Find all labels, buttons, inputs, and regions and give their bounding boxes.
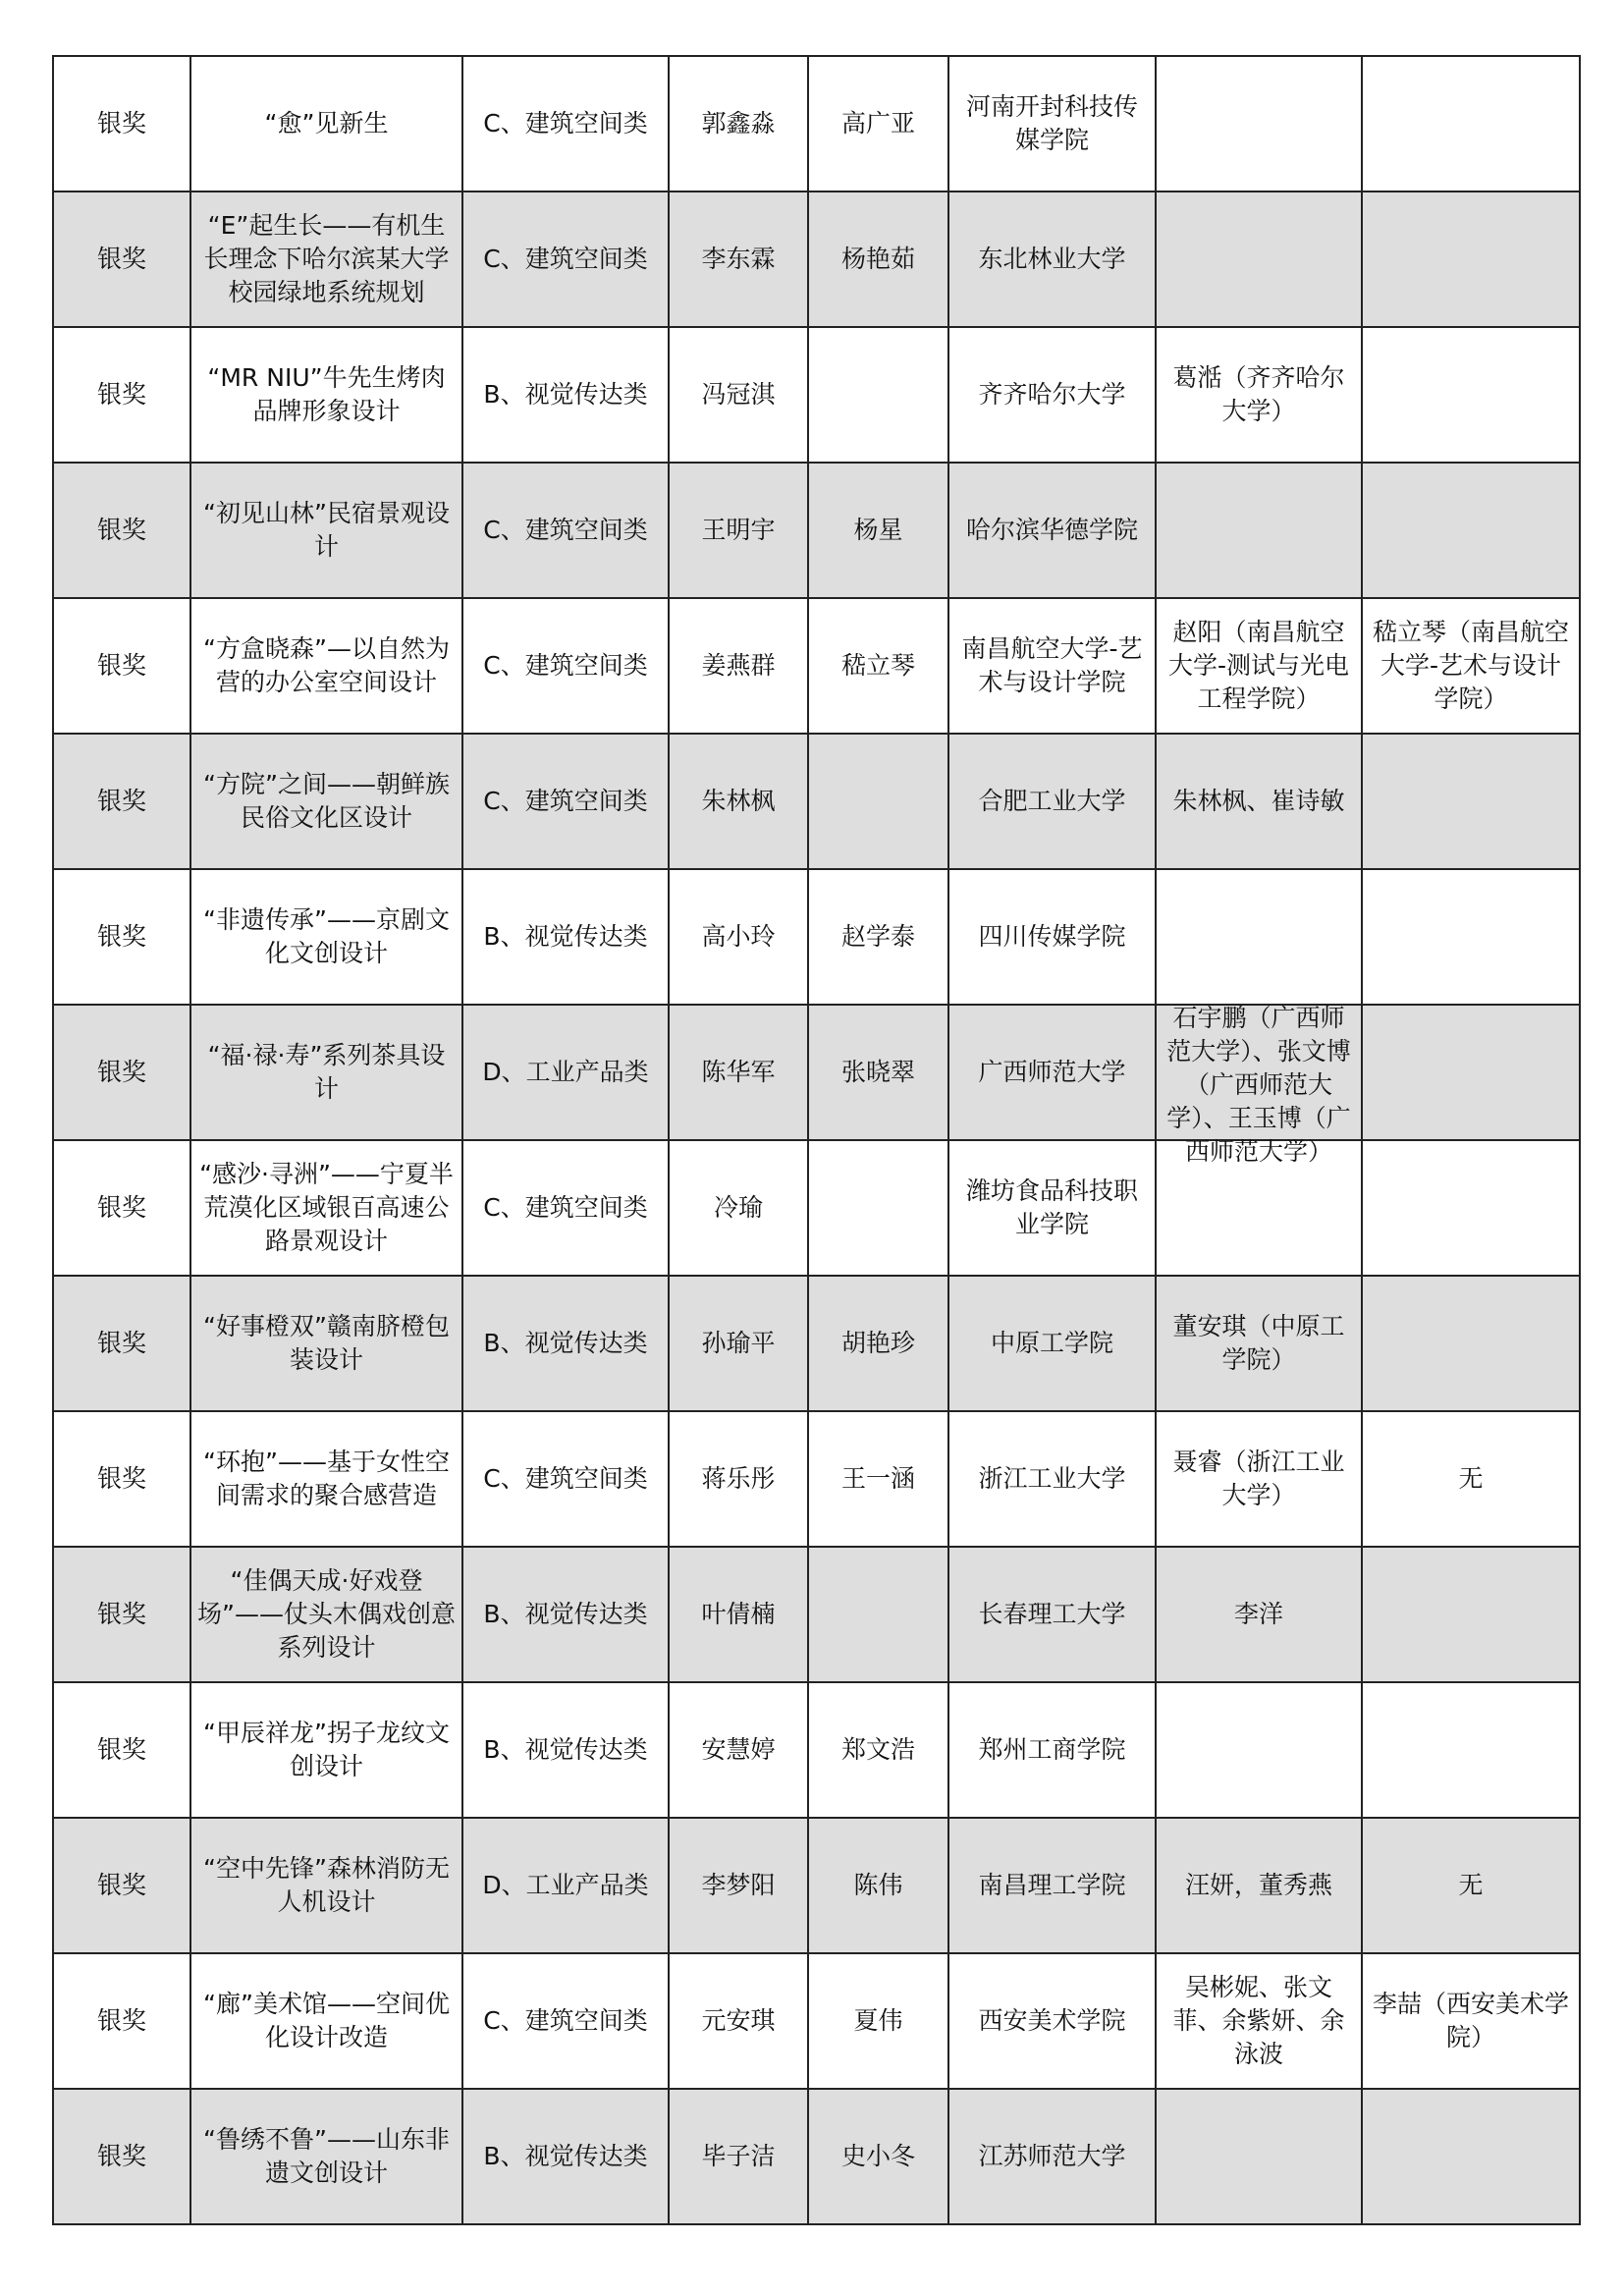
category-cell-text: C、建筑空间类 — [483, 109, 648, 137]
school-cell — [948, 327, 1156, 463]
school-cell-text: 东北林业大学 — [978, 245, 1126, 273]
school-cell-text: 中原工学院 — [990, 1329, 1113, 1357]
table-row — [53, 1547, 1580, 1682]
school-cell — [948, 1140, 1156, 1276]
co-author-cell — [808, 56, 948, 191]
co-author-cell — [808, 1682, 948, 1818]
category-cell — [462, 734, 669, 869]
school-cell — [948, 598, 1156, 734]
co-author-cell — [808, 1818, 948, 1953]
co-author-cell-text: 杨艳茹 — [840, 245, 915, 273]
school-cell — [948, 191, 1156, 327]
school-cell — [948, 463, 1156, 598]
advisor-cell — [1156, 463, 1362, 598]
school-cell — [948, 869, 1156, 1005]
second-advisor-cell — [1362, 598, 1580, 734]
award-cell-text: 银奖 — [96, 1464, 146, 1493]
author-cell — [669, 1140, 808, 1276]
co-author-cell-text: 嵇立琴 — [840, 651, 915, 680]
co-author-cell-text: 高广亚 — [840, 109, 915, 137]
author-cell-text: 安慧婷 — [701, 1735, 776, 1764]
award-cell-text: 银奖 — [96, 2006, 146, 2035]
award-cell-text: 银奖 — [96, 1871, 146, 1899]
title-cell-text: “鲁绣不鲁”——山东非遗文创设计 — [203, 2125, 450, 2187]
advisor-cell-text: 李洋 — [1233, 1600, 1283, 1628]
school-cell-text: 潍坊食品科技职业学院 — [965, 1176, 1138, 1238]
title-cell — [190, 191, 462, 327]
award-cell-text: 银奖 — [96, 1058, 146, 1086]
category-cell-text: C、建筑空间类 — [483, 1464, 648, 1493]
title-cell — [190, 869, 462, 1005]
author-cell-text: 元安琪 — [701, 2006, 776, 2035]
author-cell — [669, 1818, 808, 1953]
title-cell-text: “方盒晓森”—以自然为营的办公室空间设计 — [203, 634, 450, 696]
award-cell — [53, 869, 190, 1005]
award-cell — [53, 1953, 190, 2089]
title-cell — [190, 1547, 462, 1682]
category-cell — [462, 598, 669, 734]
award-cell-text: 银奖 — [96, 380, 146, 409]
advisor-cell-text: 吴彬妮、张文菲、余紫妍、余泳波 — [1172, 1973, 1345, 2068]
category-cell — [462, 1276, 669, 1411]
co-author-cell — [808, 191, 948, 327]
category-cell — [462, 1682, 669, 1818]
category-cell — [462, 327, 669, 463]
author-cell-text: 毕子洁 — [701, 2142, 776, 2170]
awards-table — [52, 55, 1581, 2225]
category-cell-text: B、视觉传达类 — [483, 922, 648, 951]
category-cell — [462, 869, 669, 1005]
advisor-cell — [1156, 1682, 1362, 1818]
second-advisor-cell — [1362, 1276, 1580, 1411]
author-cell-text: 李东霖 — [701, 245, 776, 273]
category-cell — [462, 56, 669, 191]
category-cell — [462, 1005, 669, 1140]
table-row — [53, 1682, 1580, 1818]
school-cell — [948, 1411, 1156, 1547]
title-cell — [190, 463, 462, 598]
school-cell-text: 西安美术学院 — [978, 2006, 1126, 2035]
author-cell — [669, 191, 808, 327]
co-author-cell-text: 王一涵 — [840, 1464, 915, 1493]
advisor-cell-text: 聂睿（浙江工业大学） — [1172, 1448, 1345, 1509]
author-cell-text: 郭鑫淼 — [701, 109, 776, 137]
author-cell-text: 王明宇 — [701, 516, 776, 544]
co-author-cell-text: 张晓翠 — [840, 1058, 915, 1086]
co-author-cell-text: 史小冬 — [840, 2142, 915, 2170]
category-cell-text: C、建筑空间类 — [483, 787, 648, 815]
advisor-cell-text: 董安琪（中原工学院） — [1172, 1312, 1345, 1374]
title-cell — [190, 1276, 462, 1411]
school-cell-text: 南昌航空大学-艺术与设计学院 — [961, 634, 1143, 696]
title-cell — [190, 1005, 462, 1140]
award-cell — [53, 1547, 190, 1682]
table-row — [53, 327, 1580, 463]
second-advisor-cell-text: 李喆（西安美术学院） — [1372, 1990, 1569, 2051]
table-row — [53, 463, 1580, 598]
category-cell-text: C、建筑空间类 — [483, 1193, 648, 1222]
author-cell — [669, 1547, 808, 1682]
second-advisor-cell — [1362, 191, 1580, 327]
table-row — [53, 1818, 1580, 1953]
author-cell-text: 陈华军 — [701, 1058, 776, 1086]
award-cell-text: 银奖 — [96, 922, 146, 951]
second-advisor-cell-text: 无 — [1458, 1464, 1484, 1493]
school-cell — [948, 1953, 1156, 2089]
author-cell — [669, 1953, 808, 2089]
title-cell — [190, 734, 462, 869]
category-cell — [462, 1411, 669, 1547]
category-cell-text: B、视觉传达类 — [483, 2142, 648, 2170]
co-author-cell-text: 陈伟 — [853, 1871, 903, 1899]
category-cell — [462, 191, 669, 327]
award-cell-text: 银奖 — [96, 1600, 146, 1628]
title-cell — [190, 1682, 462, 1818]
table-row — [53, 1411, 1580, 1547]
category-cell-text: B、视觉传达类 — [483, 380, 648, 409]
second-advisor-cell — [1362, 56, 1580, 191]
author-cell — [669, 56, 808, 191]
second-advisor-cell — [1362, 1411, 1580, 1547]
advisor-cell — [1156, 869, 1362, 1005]
title-cell-text: “空中先锋”森林消防无人机设计 — [203, 1854, 450, 1916]
advisor-cell — [1156, 2089, 1362, 2224]
title-cell-text: “MR NIU”牛先生烤肉品牌形象设计 — [207, 363, 446, 425]
category-cell-text: B、视觉传达类 — [483, 1329, 648, 1357]
category-cell-text: C、建筑空间类 — [483, 2006, 648, 2035]
school-cell — [948, 1547, 1156, 1682]
award-cell — [53, 1005, 190, 1140]
title-cell — [190, 598, 462, 734]
co-author-cell-text: 夏伟 — [853, 2006, 903, 2035]
advisor-cell — [1156, 1818, 1362, 1953]
award-cell-text: 银奖 — [96, 1735, 146, 1764]
title-cell-text: “廊”美术馆——空间优化设计改造 — [203, 1990, 450, 2051]
title-cell-text: “方院”之间——朝鲜族民俗文化区设计 — [203, 770, 450, 832]
author-cell-text: 高小玲 — [701, 922, 776, 951]
school-cell — [948, 1682, 1156, 1818]
category-cell-text: C、建筑空间类 — [483, 516, 648, 544]
second-advisor-cell — [1362, 1547, 1580, 1682]
second-advisor-cell-text: 嵇立琴（南昌航空大学-艺术与设计学院） — [1372, 618, 1569, 713]
author-cell-text: 朱林枫 — [701, 787, 776, 815]
second-advisor-cell — [1362, 2089, 1580, 2224]
advisor-cell-text: 赵阳（南昌航空大学-测试与光电工程学院） — [1167, 618, 1350, 713]
school-cell-text: 浙江工业大学 — [978, 1464, 1126, 1493]
advisor-cell — [1156, 56, 1362, 191]
award-cell-text: 银奖 — [96, 1329, 146, 1357]
title-cell — [190, 1953, 462, 2089]
school-cell-text: 河南开封科技传媒学院 — [965, 92, 1138, 154]
advisor-cell-text: 石宇鹏（广西师范大学）、张文博（广西师范大学）、王玉博（广西师范大学） — [1166, 1004, 1351, 1166]
second-advisor-cell — [1362, 1682, 1580, 1818]
table-row — [53, 869, 1580, 1005]
author-cell — [669, 1005, 808, 1140]
title-cell — [190, 56, 462, 191]
school-cell-text: 江苏师范大学 — [978, 2142, 1126, 2170]
second-advisor-cell — [1362, 1818, 1580, 1953]
title-cell-text: “福·禄·寿”系列茶具设计 — [207, 1041, 446, 1103]
category-cell-text: D、工业产品类 — [482, 1058, 649, 1086]
co-author-cell — [808, 1547, 948, 1682]
award-cell — [53, 1682, 190, 1818]
advisor-cell — [1156, 734, 1362, 869]
author-cell-text: 冯冠淇 — [701, 380, 776, 409]
author-cell — [669, 463, 808, 598]
author-cell-text: 叶倩楠 — [701, 1600, 776, 1628]
advisor-cell — [1156, 1547, 1362, 1682]
title-cell — [190, 327, 462, 463]
author-cell-text: 蒋乐彤 — [701, 1464, 776, 1493]
co-author-cell — [808, 734, 948, 869]
school-cell-text: 广西师范大学 — [978, 1058, 1126, 1086]
table-row — [53, 1953, 1580, 2089]
table-row — [53, 2089, 1580, 2224]
award-cell — [53, 191, 190, 327]
award-cell-text: 银奖 — [96, 787, 146, 815]
school-cell-text: 合肥工业大学 — [978, 787, 1126, 815]
award-cell-text: 银奖 — [96, 109, 146, 137]
advisor-cell-text: 朱林枫、崔诗敏 — [1172, 787, 1345, 815]
school-cell-text: 长春理工大学 — [978, 1600, 1126, 1628]
title-cell-text: “甲辰祥龙”拐子龙纹文创设计 — [203, 1719, 450, 1780]
school-cell-text: 郑州工商学院 — [978, 1735, 1126, 1764]
author-cell-text: 孙瑜平 — [701, 1329, 776, 1357]
table-row — [53, 598, 1580, 734]
title-cell-text: “感沙·寻洲”——宁夏半荒漠化区域银百高速公路景观设计 — [199, 1160, 454, 1255]
second-advisor-cell — [1362, 1140, 1580, 1276]
co-author-cell — [808, 1140, 948, 1276]
category-cell-text: C、建筑空间类 — [483, 651, 648, 680]
author-cell — [669, 1411, 808, 1547]
title-cell — [190, 1140, 462, 1276]
table-row — [53, 1005, 1580, 1140]
category-cell — [462, 1818, 669, 1953]
table-row — [53, 1140, 1580, 1276]
title-cell-text: “非遗传承”——京剧文化文创设计 — [203, 905, 450, 967]
co-author-cell — [808, 1411, 948, 1547]
school-cell — [948, 1005, 1156, 1140]
advisor-cell-text: 葛湉（齐齐哈尔大学） — [1172, 363, 1345, 425]
award-cell — [53, 56, 190, 191]
author-cell — [669, 2089, 808, 2224]
category-cell-text: B、视觉传达类 — [483, 1735, 648, 1764]
second-advisor-cell-text: 无 — [1458, 1871, 1484, 1899]
award-cell — [53, 734, 190, 869]
advisor-cell — [1156, 598, 1362, 734]
co-author-cell — [808, 2089, 948, 2224]
category-cell — [462, 1953, 669, 2089]
title-cell-text: “愈”见新生 — [264, 109, 389, 137]
award-cell — [53, 598, 190, 734]
table-row — [53, 734, 1580, 869]
school-cell-text: 齐齐哈尔大学 — [978, 380, 1126, 409]
co-author-cell — [808, 1005, 948, 1140]
school-cell-text: 四川传媒学院 — [978, 922, 1126, 951]
second-advisor-cell — [1362, 463, 1580, 598]
advisor-cell — [1156, 191, 1362, 327]
second-advisor-cell — [1362, 734, 1580, 869]
co-author-cell — [808, 869, 948, 1005]
co-author-cell-text: 杨星 — [853, 516, 903, 544]
co-author-cell — [808, 1953, 948, 2089]
category-cell-text: C、建筑空间类 — [483, 245, 648, 273]
author-cell — [669, 598, 808, 734]
school-cell — [948, 734, 1156, 869]
advisor-cell-text: 汪妍，董秀燕 — [1184, 1871, 1332, 1899]
award-cell — [53, 463, 190, 598]
title-cell-text: “环抱”——基于女性空间需求的聚合感营造 — [203, 1448, 450, 1509]
author-cell-text: 姜燕群 — [701, 651, 776, 680]
co-author-cell — [808, 463, 948, 598]
co-author-cell — [808, 598, 948, 734]
title-cell — [190, 1818, 462, 1953]
table-row — [53, 56, 1580, 191]
second-advisor-cell — [1362, 1953, 1580, 2089]
award-cell — [53, 327, 190, 463]
title-cell — [190, 2089, 462, 2224]
second-advisor-cell — [1362, 869, 1580, 1005]
author-cell-text: 冷瑜 — [713, 1193, 763, 1222]
award-cell-text: 银奖 — [96, 245, 146, 273]
title-cell-text: “E”起生长——有机生长理念下哈尔滨某大学校园绿地系统规划 — [203, 211, 450, 306]
title-cell-text: “好事橙双”赣南脐橙包装设计 — [203, 1312, 450, 1374]
advisor-cell — [1156, 1953, 1362, 2089]
category-cell — [462, 1547, 669, 1682]
category-cell — [462, 1140, 669, 1276]
advisor-cell — [1156, 1411, 1362, 1547]
school-cell-text: 南昌理工学院 — [978, 1871, 1126, 1899]
author-cell — [669, 1276, 808, 1411]
category-cell — [462, 463, 669, 598]
award-cell-text: 银奖 — [96, 2142, 146, 2170]
co-author-cell-text: 赵学泰 — [840, 922, 915, 951]
second-advisor-cell — [1362, 327, 1580, 463]
author-cell — [669, 1682, 808, 1818]
table-row — [53, 191, 1580, 327]
co-author-cell-text: 胡艳珍 — [840, 1329, 915, 1357]
author-cell — [669, 869, 808, 1005]
award-cell — [53, 1411, 190, 1547]
award-cell — [53, 1140, 190, 1276]
title-cell — [190, 1411, 462, 1547]
advisor-cell — [1156, 327, 1362, 463]
school-cell — [948, 1276, 1156, 1411]
author-cell-text: 李梦阳 — [701, 1871, 776, 1899]
award-cell — [53, 1818, 190, 1953]
title-cell-text: “佳偶天成·好戏登场”——仗头木偶戏创意系列设计 — [197, 1566, 456, 1662]
school-cell — [948, 2089, 1156, 2224]
school-cell — [948, 56, 1156, 191]
co-author-cell — [808, 1276, 948, 1411]
school-cell — [948, 1818, 1156, 1953]
advisor-cell — [1156, 1276, 1362, 1411]
award-cell — [53, 2089, 190, 2224]
second-advisor-cell — [1362, 1005, 1580, 1140]
award-cell-text: 银奖 — [96, 651, 146, 680]
co-author-cell-text: 郑文浩 — [840, 1735, 915, 1764]
award-cell-text: 银奖 — [96, 1193, 146, 1222]
school-cell-text: 哈尔滨华德学院 — [965, 516, 1138, 544]
author-cell — [669, 327, 808, 463]
category-cell-text: D、工业产品类 — [482, 1871, 649, 1899]
award-cell — [53, 1276, 190, 1411]
category-cell-text: B、视觉传达类 — [483, 1600, 648, 1628]
table-row — [53, 1276, 1580, 1411]
author-cell — [669, 734, 808, 869]
table-body — [53, 56, 1580, 2224]
title-cell-text: “初见山林”民宿景观设计 — [203, 499, 450, 561]
category-cell — [462, 2089, 669, 2224]
advisor-cell — [1156, 1004, 1362, 1166]
award-cell-text: 银奖 — [96, 516, 146, 544]
co-author-cell — [808, 327, 948, 463]
